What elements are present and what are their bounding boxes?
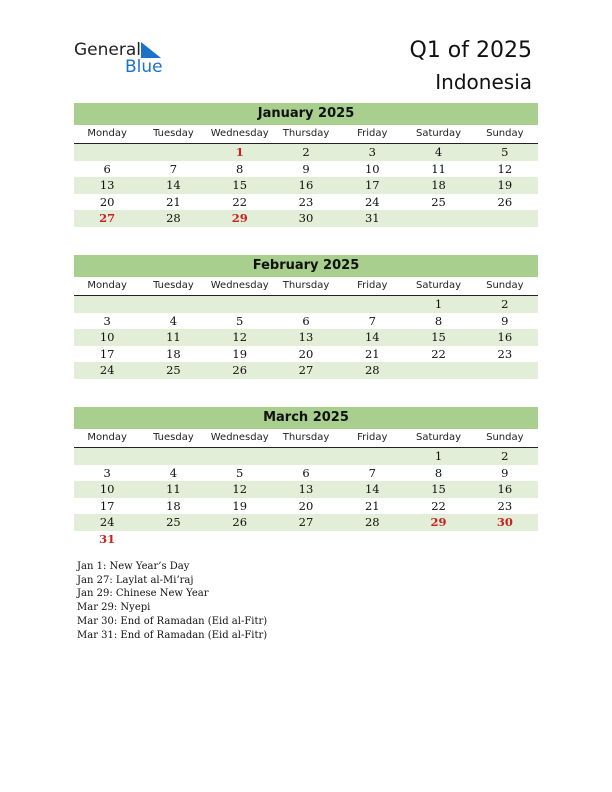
day-cell xyxy=(472,362,538,379)
weekday-label: Friday xyxy=(357,128,388,139)
brand-name-general: General xyxy=(74,40,141,60)
week-row xyxy=(74,177,538,194)
week-row xyxy=(74,514,538,531)
page-title: Q1 of 2025 xyxy=(409,38,532,63)
day-cell xyxy=(273,531,339,548)
holiday-item: Jan 1: New Year’s Day xyxy=(77,561,190,572)
day-cell: 12 xyxy=(497,161,513,176)
day-cell: 22 xyxy=(431,498,446,513)
day-cell xyxy=(405,210,471,227)
day-cell xyxy=(207,531,273,548)
day-cell: 18 xyxy=(431,178,446,192)
holiday-item: Mar 30: End of Ramadan (Eid al-Fitr) xyxy=(77,615,268,627)
day-cell: 26 xyxy=(497,194,513,209)
day-cell: 17 xyxy=(99,498,115,513)
brand-logo xyxy=(74,40,184,80)
weekday-label: Sunday xyxy=(486,128,524,139)
brand-flag-icon xyxy=(141,42,161,58)
weekday-label: Saturday xyxy=(416,432,462,443)
day-cell: 25 xyxy=(431,194,446,209)
weekday-label: Sunday xyxy=(486,432,524,443)
day-cell: 4 xyxy=(434,145,443,159)
weekday-label: Wednesday xyxy=(210,280,269,291)
day-cell: 11 xyxy=(166,330,181,344)
weekday-header-row xyxy=(74,278,538,296)
day-cell: 18 xyxy=(166,346,181,361)
day-cell: 25 xyxy=(166,515,181,529)
day-cell: 27 xyxy=(99,211,116,225)
day-cell: 9 xyxy=(302,161,310,176)
day-cell: 2 xyxy=(501,297,509,311)
day-cell: 15 xyxy=(431,330,446,344)
day-cell: 12 xyxy=(232,330,248,344)
day-cell: 29 xyxy=(231,211,248,225)
day-cell: 2 xyxy=(501,449,509,463)
day-cell: 8 xyxy=(434,465,443,480)
day-cell: 4 xyxy=(169,313,178,328)
day-cell: 20 xyxy=(99,194,115,209)
day-cell: 22 xyxy=(431,346,446,361)
day-cell: 26 xyxy=(232,515,248,529)
week-row xyxy=(74,465,538,482)
weekday-label: Tuesday xyxy=(153,280,194,291)
day-cell xyxy=(207,296,273,313)
month-header: January 2025 xyxy=(74,103,538,125)
day-cell: 14 xyxy=(364,330,380,344)
holiday-list xyxy=(77,560,267,642)
day-cell xyxy=(273,296,339,313)
day-cell: 31 xyxy=(364,211,380,225)
weekday-label: Thursday xyxy=(282,128,330,139)
day-cell: 11 xyxy=(431,161,446,176)
day-cell: 22 xyxy=(232,194,248,209)
weekday-header-row xyxy=(74,126,538,144)
day-cell: 31 xyxy=(99,531,116,546)
month-header: March 2025 xyxy=(74,407,538,429)
weekday-label: Tuesday xyxy=(153,432,194,443)
week-row xyxy=(74,481,538,498)
day-cell: 15 xyxy=(232,178,248,192)
day-cell: 6 xyxy=(302,313,310,328)
week-row xyxy=(74,144,538,161)
day-cell: 7 xyxy=(368,465,376,480)
day-cell: 10 xyxy=(364,161,380,176)
day-cell: 11 xyxy=(166,482,181,496)
month-header: February 2025 xyxy=(74,255,538,277)
day-cell: 24 xyxy=(364,194,380,209)
holiday-item: Jan 29: Chinese New Year xyxy=(77,588,209,600)
weekday-label: Friday xyxy=(357,280,388,291)
day-cell: 25 xyxy=(166,363,181,377)
weekday-label: Wednesday xyxy=(210,128,269,139)
day-cell: 20 xyxy=(298,346,314,361)
day-cell xyxy=(140,144,206,161)
week-row xyxy=(74,194,538,211)
day-cell xyxy=(74,144,140,161)
day-cell xyxy=(140,448,206,465)
week-row xyxy=(74,210,538,227)
day-cell: 9 xyxy=(501,313,509,328)
day-cell: 30 xyxy=(298,211,314,225)
day-cell: 13 xyxy=(298,482,314,496)
day-cell: 19 xyxy=(497,178,513,192)
week-row xyxy=(74,346,538,363)
day-cell: 9 xyxy=(501,465,509,480)
day-cell xyxy=(140,531,206,548)
day-cell: 1 xyxy=(434,297,443,311)
day-cell: 3 xyxy=(103,465,111,480)
weekday-header-row xyxy=(74,430,538,448)
day-cell: 21 xyxy=(364,498,380,513)
day-cell: 29 xyxy=(430,515,447,529)
day-cell: 28 xyxy=(364,363,380,377)
day-cell: 19 xyxy=(232,346,248,361)
month-march xyxy=(74,407,538,547)
weekday-label: Thursday xyxy=(282,432,330,443)
day-cell xyxy=(472,210,538,227)
month-january xyxy=(74,103,538,227)
day-cell: 7 xyxy=(169,161,178,176)
day-cell xyxy=(74,448,140,465)
week-row xyxy=(74,498,538,515)
day-cell: 27 xyxy=(298,515,314,529)
day-cell xyxy=(405,362,471,379)
day-cell: 6 xyxy=(302,465,310,480)
day-cell xyxy=(405,531,471,548)
week-row xyxy=(74,531,538,548)
day-cell: 21 xyxy=(364,346,380,361)
day-cell: 8 xyxy=(236,161,244,176)
weekday-label: Thursday xyxy=(282,280,330,291)
week-row xyxy=(74,161,538,178)
day-cell: 16 xyxy=(497,330,513,344)
weekday-label: Monday xyxy=(87,128,127,139)
day-cell xyxy=(339,448,405,465)
day-cell: 26 xyxy=(232,363,248,377)
day-cell: 3 xyxy=(368,145,376,159)
day-cell: 17 xyxy=(99,346,115,361)
month-february xyxy=(74,255,538,379)
day-cell: 27 xyxy=(298,363,314,377)
weekday-label: Saturday xyxy=(416,128,462,139)
day-cell: 19 xyxy=(232,498,248,513)
weekday-label: Saturday xyxy=(416,280,462,291)
brand-name-blue: Blue xyxy=(125,57,163,77)
holiday-item: Mar 29: Nyepi xyxy=(77,602,151,614)
day-cell: 23 xyxy=(497,346,513,361)
weekday-label: Monday xyxy=(87,280,127,291)
day-cell: 8 xyxy=(434,313,443,328)
weekday-label: Sunday xyxy=(486,280,524,291)
day-cell: 16 xyxy=(497,482,513,496)
day-cell xyxy=(273,448,339,465)
day-cell: 24 xyxy=(99,363,115,377)
day-cell xyxy=(207,448,273,465)
day-cell: 14 xyxy=(364,482,380,496)
day-cell: 14 xyxy=(166,178,181,192)
day-cell: 13 xyxy=(298,330,314,344)
day-cell: 2 xyxy=(302,145,310,159)
day-cell: 17 xyxy=(364,178,380,192)
week-row xyxy=(74,313,538,330)
holiday-item: Jan 27: Laylat al-Mi’raj xyxy=(77,574,194,586)
day-cell: 5 xyxy=(236,465,244,480)
day-cell xyxy=(339,296,405,313)
week-row xyxy=(74,329,538,346)
country-name: Indonesia xyxy=(435,70,532,94)
day-cell: 4 xyxy=(169,465,178,480)
day-cell: 10 xyxy=(99,482,115,496)
week-row xyxy=(74,296,538,313)
day-cell: 6 xyxy=(103,161,111,176)
day-cell: 30 xyxy=(496,515,513,529)
day-cell: 3 xyxy=(103,313,111,328)
day-cell: 12 xyxy=(232,482,248,496)
day-cell: 7 xyxy=(368,313,376,328)
weekday-label: Monday xyxy=(87,432,127,443)
day-cell: 10 xyxy=(99,330,115,344)
holiday-item: Mar 31: End of Ramadan (Eid al-Fitr) xyxy=(77,629,268,641)
day-cell xyxy=(472,531,538,548)
day-cell: 21 xyxy=(166,194,181,209)
day-cell: 16 xyxy=(298,178,314,192)
day-cell: 28 xyxy=(166,211,181,225)
weekday-label: Friday xyxy=(357,432,388,443)
week-row xyxy=(74,362,538,379)
weekday-label: Wednesday xyxy=(210,432,269,443)
weekday-label: Tuesday xyxy=(153,128,194,139)
day-cell: 1 xyxy=(235,145,244,159)
day-cell xyxy=(339,531,405,548)
day-cell: 23 xyxy=(298,194,314,209)
day-cell: 13 xyxy=(99,178,115,192)
day-cell: 23 xyxy=(497,498,513,513)
day-cell: 24 xyxy=(99,515,115,529)
day-cell: 15 xyxy=(431,482,446,496)
day-cell: 1 xyxy=(434,449,443,463)
day-cell xyxy=(140,296,206,313)
day-cell: 20 xyxy=(298,498,314,513)
day-cell: 28 xyxy=(364,515,380,529)
day-cell: 5 xyxy=(501,145,509,159)
day-cell: 5 xyxy=(236,313,244,328)
week-row xyxy=(74,448,538,465)
day-cell: 18 xyxy=(166,498,181,513)
day-cell xyxy=(74,296,140,313)
